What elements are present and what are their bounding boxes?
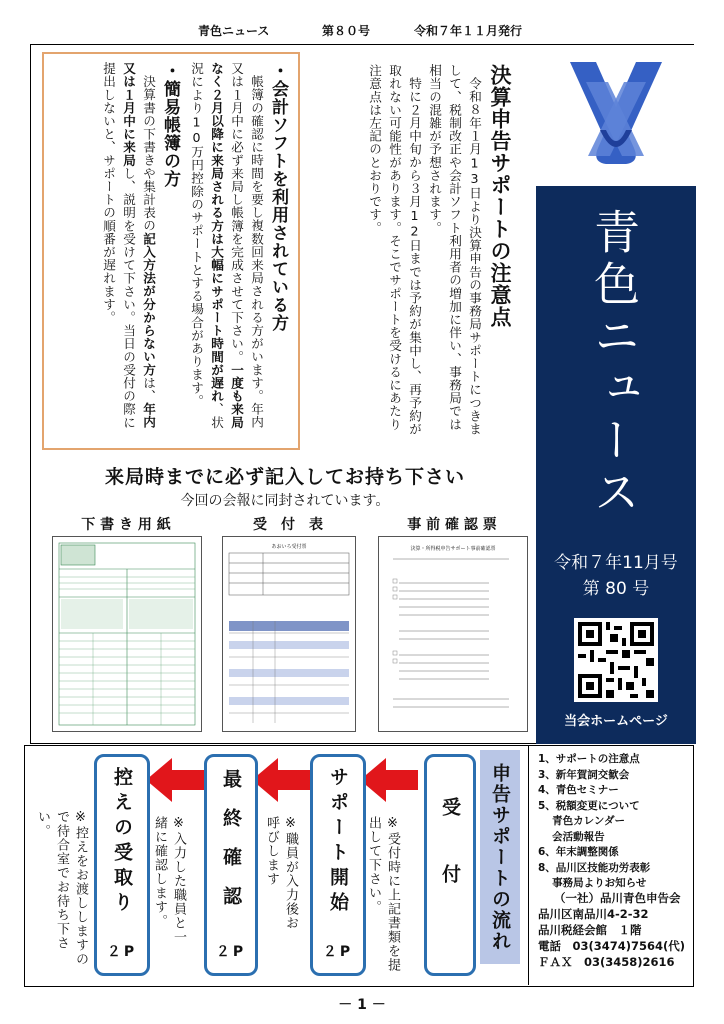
flow-step-receive-copy-page: ２P <box>106 944 138 960</box>
notes-sec2-text: 決算書の下書きや集計表の <box>141 74 156 232</box>
left-rule <box>30 44 31 744</box>
article-intro2: 特に２月中旬から３月12日までは予約が集中し、再予約が取れない可能性があります。そこでサポートを受けるにあたり注意点は左記のとおりです。 <box>367 64 422 436</box>
flow-step-receive-copy-label: 控えの受取り <box>111 767 133 917</box>
article-intro: 令和８年１月13日より決算申告の事務局サポートにつきまして、税制改正や会計ソフト利用者の増加に伴い、事務局では相当の混雑が予想されます。 <box>427 64 482 436</box>
notes-sec1-text2: 、状況により10万円控除のサポートとする場合があります。 <box>189 62 224 429</box>
notes-sec1-title: ・会計ソフトを利用されている方 <box>268 62 288 332</box>
form-label-draft: 下 書 き 用 紙 <box>81 517 171 533</box>
toc-divider <box>528 745 529 985</box>
flow-step-reception-label: 受付 <box>439 797 461 931</box>
org-fax: ＦＡＸ 03(3458)2616 <box>538 955 675 969</box>
flow-step-support-start-page: ２P <box>322 944 354 960</box>
notes-content <box>54 62 290 438</box>
logo-icon <box>556 56 676 171</box>
toc-item[interactable]: 会活動報告 <box>538 830 605 843</box>
notes-sec2-title: ・簡易帳簿の方 <box>160 62 180 188</box>
cover-issue-month: 令和７年11月号 <box>554 553 678 573</box>
forms-heading: 来局時までに必ず記入してお持ち下さい <box>104 466 465 488</box>
notes-sec2-text3: し、説明を受けて下さい。当日の受付の際に提出しないと、サポートの順番が遅れます。 <box>101 62 136 429</box>
form-label-reception: 受 付 表 <box>253 517 323 533</box>
flow-step-support-start-label: サポート開始 <box>327 767 349 917</box>
notes-sec2-body <box>98 62 158 438</box>
notes-sec1-body <box>186 62 266 438</box>
flow-step-receive-copy <box>94 754 150 976</box>
flow-step-support-start <box>310 754 366 976</box>
header-newsletter-name: 青色ニュース <box>198 24 270 38</box>
flow-step-final-check <box>204 754 258 976</box>
article-title: 決算申告サポートの注意点 <box>488 64 512 328</box>
flow-step-reception <box>424 754 476 976</box>
toc-item[interactable]: 6、年末調整関係 <box>538 846 619 858</box>
top-rule <box>30 44 694 45</box>
page-header <box>0 14 724 44</box>
org-tel: 電話 03(3474)7564(代) <box>538 939 686 953</box>
org-info <box>538 890 685 970</box>
notes-sec2-text2: は、 <box>141 375 156 403</box>
notes-sec2-bold1: 記入方法が分からない方 <box>141 231 156 376</box>
page-number: － 1 － <box>338 997 386 1013</box>
precheck-thumb-title: 決算・所得税申告サポート事前確認票 <box>410 546 496 552</box>
toc-item[interactable]: 8、品川区技能功労表彰 <box>538 861 651 874</box>
org-address: 品川区南品川4-2-32 <box>538 907 649 921</box>
draft-form-thumbnail <box>52 536 202 732</box>
notes-sec1-bold: 一度も来局なく２月以降に来局される方は大幅にサポート時間が遅れ <box>209 62 244 429</box>
notes-sec1-text: 帳簿の確認に時間を要し複数回来局される方がいます。年内又は１月中に必ず来局し帳簿を完成させて下さい。 <box>229 62 264 429</box>
reception-thumb-title: あおいろ受付票 <box>271 544 307 550</box>
flow-step-reception-note: ※受付時に上記書類を提出して下さい。 <box>366 816 400 972</box>
cover-panel <box>536 186 696 744</box>
org-name: （一社）品川青色申告会 <box>554 891 681 905</box>
org-building: 品川税経会館 １階 <box>538 923 642 937</box>
form-label-precheck: 事 前 確 認 票 <box>407 517 497 533</box>
toc-item[interactable]: 青色カレンダー <box>538 815 625 827</box>
cover-title: 青色ニュース <box>587 208 641 520</box>
notes-sec2-bold2: 年内又は１月中に来局 <box>121 62 156 429</box>
toc-item[interactable]: 5、税額変更について <box>538 799 640 812</box>
qr-code-icon[interactable] <box>574 618 658 702</box>
precheck-form-thumbnail <box>378 536 528 732</box>
header-published: 令和７年１１月発行 <box>414 24 523 38</box>
article-body <box>338 64 484 440</box>
flow-step-final-check-page: ２P <box>215 944 247 960</box>
toc-item[interactable]: 3、新年賀詞交歓会 <box>538 768 630 781</box>
reception-form-thumbnail <box>222 536 356 732</box>
table-of-contents <box>538 752 650 892</box>
cover-issue-number: 第 80 号 <box>582 579 650 599</box>
toc-item[interactable]: 1、サポートの注意点 <box>538 753 640 765</box>
toc-item[interactable]: 事務局よりお知らせ <box>538 877 647 889</box>
flow-step-support-start-note: ※職員が入力後お呼びします <box>264 816 298 930</box>
flow-step-final-check-note: ※入力した職員と一緒に確認します。 <box>152 816 186 944</box>
header-issue: 第８０号 <box>322 24 371 38</box>
flow-arrow-icon <box>146 756 204 804</box>
flow-arrow-icon <box>360 756 418 804</box>
toc-item[interactable]: 4、青色セミナー <box>538 784 619 796</box>
flow-step-receive-copy-note: ※控えをお渡ししますので待合室でお待ち下さい。 <box>35 810 88 966</box>
forms-subheading: 今回の会報に同封されています。 <box>180 493 390 509</box>
flow-step-final-check-label: 最終確認 <box>220 769 242 925</box>
flow-arrow-icon <box>252 756 310 804</box>
flow-title: 申告サポートの流れ <box>480 750 520 964</box>
qr-caption: 当会ホームページ <box>564 714 668 729</box>
